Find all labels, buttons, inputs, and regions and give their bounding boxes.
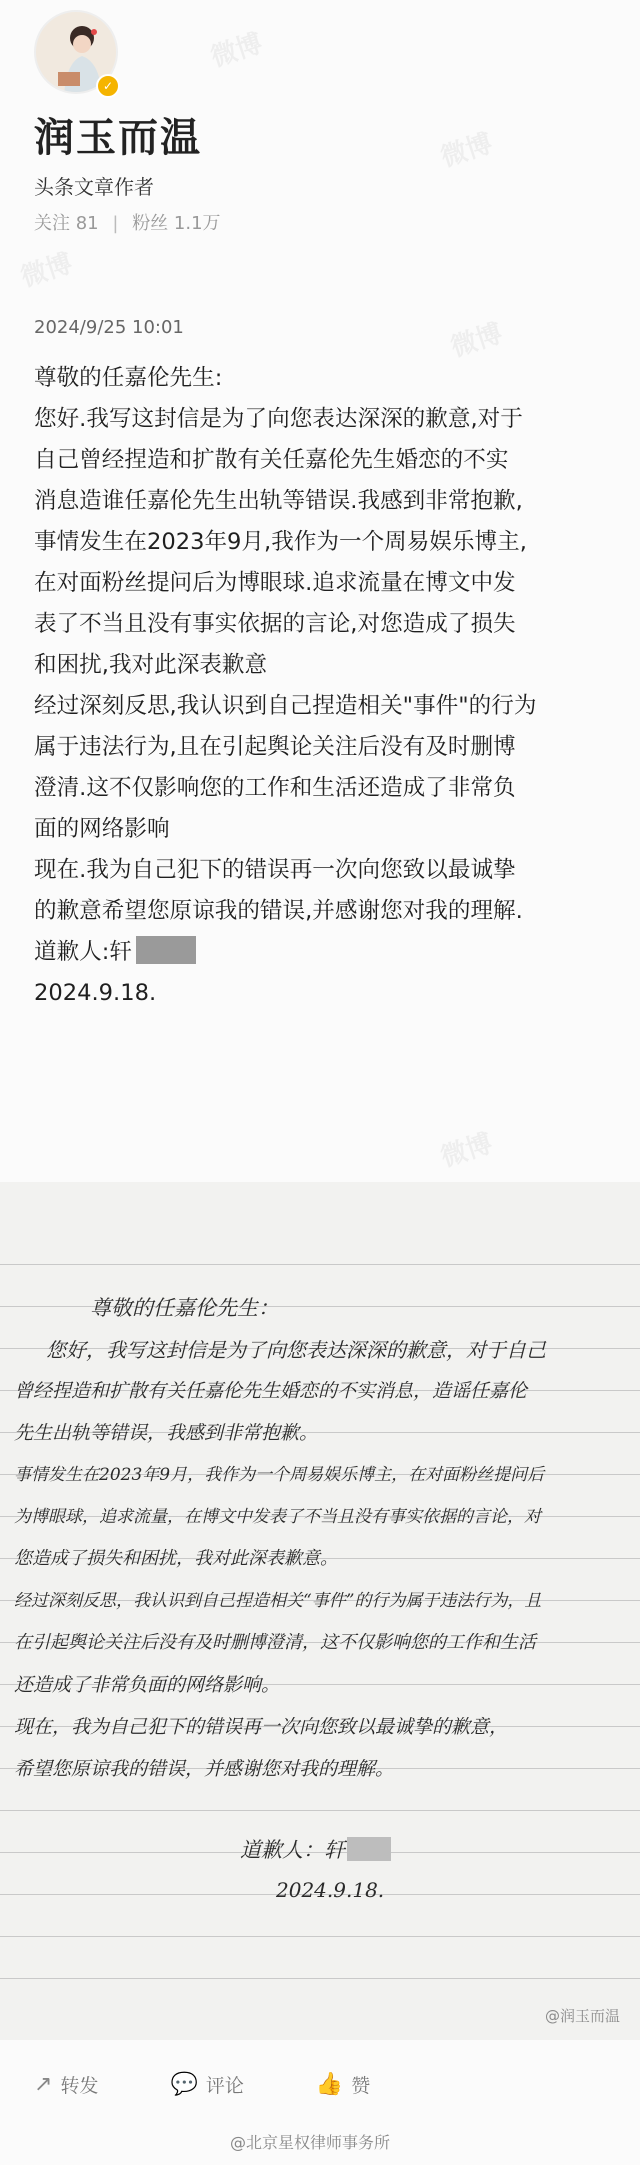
profile-name[interactable]: 润玉而温 bbox=[34, 115, 202, 161]
letter-line: 在对面粉丝提问后为博眼球.追求流量在博文中发 bbox=[34, 570, 516, 596]
profile-stats bbox=[34, 209, 221, 235]
background-watermark: 微博 bbox=[447, 318, 507, 364]
thumbs-up-icon: 👍 bbox=[315, 2071, 344, 2097]
background-watermark: 微博 bbox=[207, 28, 267, 74]
handwritten-line: 事情发生在2023年9月，我作为一个周易娱乐博主，在对面粉丝提问后 bbox=[14, 1465, 545, 1485]
signed-date: 2024.9.18. bbox=[34, 980, 157, 1006]
handwritten-line: 现在，我为自己犯下的错误再一次向您致以最诚挚的歉意， bbox=[14, 1716, 509, 1738]
paper-rule-line bbox=[0, 1810, 640, 1811]
letter-line: 经过深刻反思,我认识到自己捏造相关"事件"的行为 bbox=[34, 693, 537, 719]
like-label: 赞 bbox=[351, 2074, 371, 2097]
handwritten-line: 还造成了非常负面的网络影响。 bbox=[14, 1674, 281, 1696]
profile-role: 头条文章作者 bbox=[34, 175, 154, 199]
paper-rule-line bbox=[0, 1264, 640, 1265]
letter-line: 消息造谁任嘉伦先生出轨等错误.我感到非常抱歉, bbox=[34, 488, 523, 514]
handwritten-line: 经过深刻反思，我认识到自己捏造相关“事件”的行为属于违法行为，且 bbox=[14, 1591, 542, 1611]
image-watermark: @润玉而温 bbox=[544, 2007, 620, 2025]
stats-divider: | bbox=[112, 213, 119, 234]
handwritten-line: 在引起舆论关注后没有及时删博澄清，这不仅影响您的工作和生活 bbox=[14, 1632, 536, 1653]
handwritten-line: 为博眼球，追求流量，在博文中发表了不当且没有事实依据的言论，对 bbox=[14, 1507, 541, 1527]
handwritten-line: 您造成了损失和困扰，我对此深表歉意。 bbox=[14, 1548, 338, 1569]
background-watermark: 微博 bbox=[437, 128, 497, 174]
redacted-name-block bbox=[136, 936, 196, 964]
background-watermark: 微博 bbox=[437, 1128, 497, 1174]
following-label[interactable]: 关注 bbox=[34, 213, 70, 234]
letter-line: 表了不当且没有事实依据的言论,对您造成了损失 bbox=[34, 611, 516, 637]
signature-label: 道歉人:轩 bbox=[34, 939, 132, 965]
letter-line: 您好.我写这封信是为了向您表达深深的歉意,对于 bbox=[34, 406, 523, 432]
handwritten-line: 曾经捏造和扩散有关任嘉伦先生婚恋的不实消息，造谣任嘉伦 bbox=[14, 1380, 528, 1402]
footer-watermark: @北京星权律师事务所 bbox=[230, 2133, 391, 2152]
like-button[interactable] bbox=[316, 2071, 370, 2098]
handwritten-line: 尊敬的任嘉伦先生： bbox=[90, 1296, 279, 1320]
comment-button[interactable] bbox=[170, 2071, 243, 2098]
paper-rule-line bbox=[0, 1978, 640, 1979]
letter-line: 自己曾经捏造和扩散有关任嘉伦先生婚恋的不实 bbox=[34, 447, 509, 473]
handwritten-line: 先生出轨等错误，我感到非常抱歉。 bbox=[14, 1422, 319, 1444]
paper-rule-line bbox=[0, 1936, 640, 1937]
letter-line: 面的网络影响 bbox=[34, 816, 170, 842]
repost-label: 转发 bbox=[60, 2074, 99, 2097]
verified-badge-icon: ✓ bbox=[96, 74, 120, 98]
fans-label[interactable]: 粉丝 bbox=[132, 213, 169, 234]
handwritten-line: 您好，我写这封信是为了向您表达深深的歉意，对于自己 bbox=[46, 1338, 546, 1362]
following-count[interactable]: 81 bbox=[75, 213, 99, 234]
handwritten-letter-image[interactable] bbox=[0, 1182, 640, 2040]
fans-count[interactable]: 1.1万 bbox=[173, 213, 221, 234]
comment-icon: 💬 bbox=[170, 2071, 198, 2097]
post-date: 2024/9/25 10:01 bbox=[34, 317, 184, 338]
post-action-bar bbox=[0, 2060, 640, 2108]
apology-letter-text bbox=[34, 358, 614, 1014]
background-watermark: 微博 bbox=[17, 248, 77, 294]
handwritten-signature bbox=[240, 1834, 391, 1864]
repost-button[interactable] bbox=[34, 2071, 98, 2098]
letter-line: 和困扰,我对此深表歉意 bbox=[34, 652, 268, 678]
signature-line bbox=[34, 932, 614, 973]
letter-line: 的歉意希望您原谅我的错误,并感谢您对我的理解. bbox=[34, 898, 523, 924]
handwritten-date: 2024.9.18. bbox=[276, 1878, 385, 1902]
letter-line: 尊敬的任嘉伦先生: bbox=[34, 365, 223, 391]
handwritten-line: 希望您原谅我的错误，并感谢您对我的理解。 bbox=[14, 1758, 395, 1780]
comment-label: 评论 bbox=[205, 2074, 244, 2097]
letter-line: 事情发生在2023年9月,我作为一个周易娱乐博主, bbox=[34, 529, 527, 555]
repost-icon: ↗ bbox=[34, 2071, 53, 2097]
letter-line: 属于违法行为,且在引起舆论关注后没有及时删博 bbox=[34, 734, 516, 760]
letter-line: 现在.我为自己犯下的错误再一次向您致以最诚挚 bbox=[34, 857, 516, 883]
redacted-name-block bbox=[347, 1837, 391, 1861]
letter-line: 澄清.这不仅影响您的工作和生活还造成了非常负 bbox=[34, 775, 516, 801]
handwritten-signature-label: 道歉人：轩 bbox=[240, 1838, 345, 1862]
